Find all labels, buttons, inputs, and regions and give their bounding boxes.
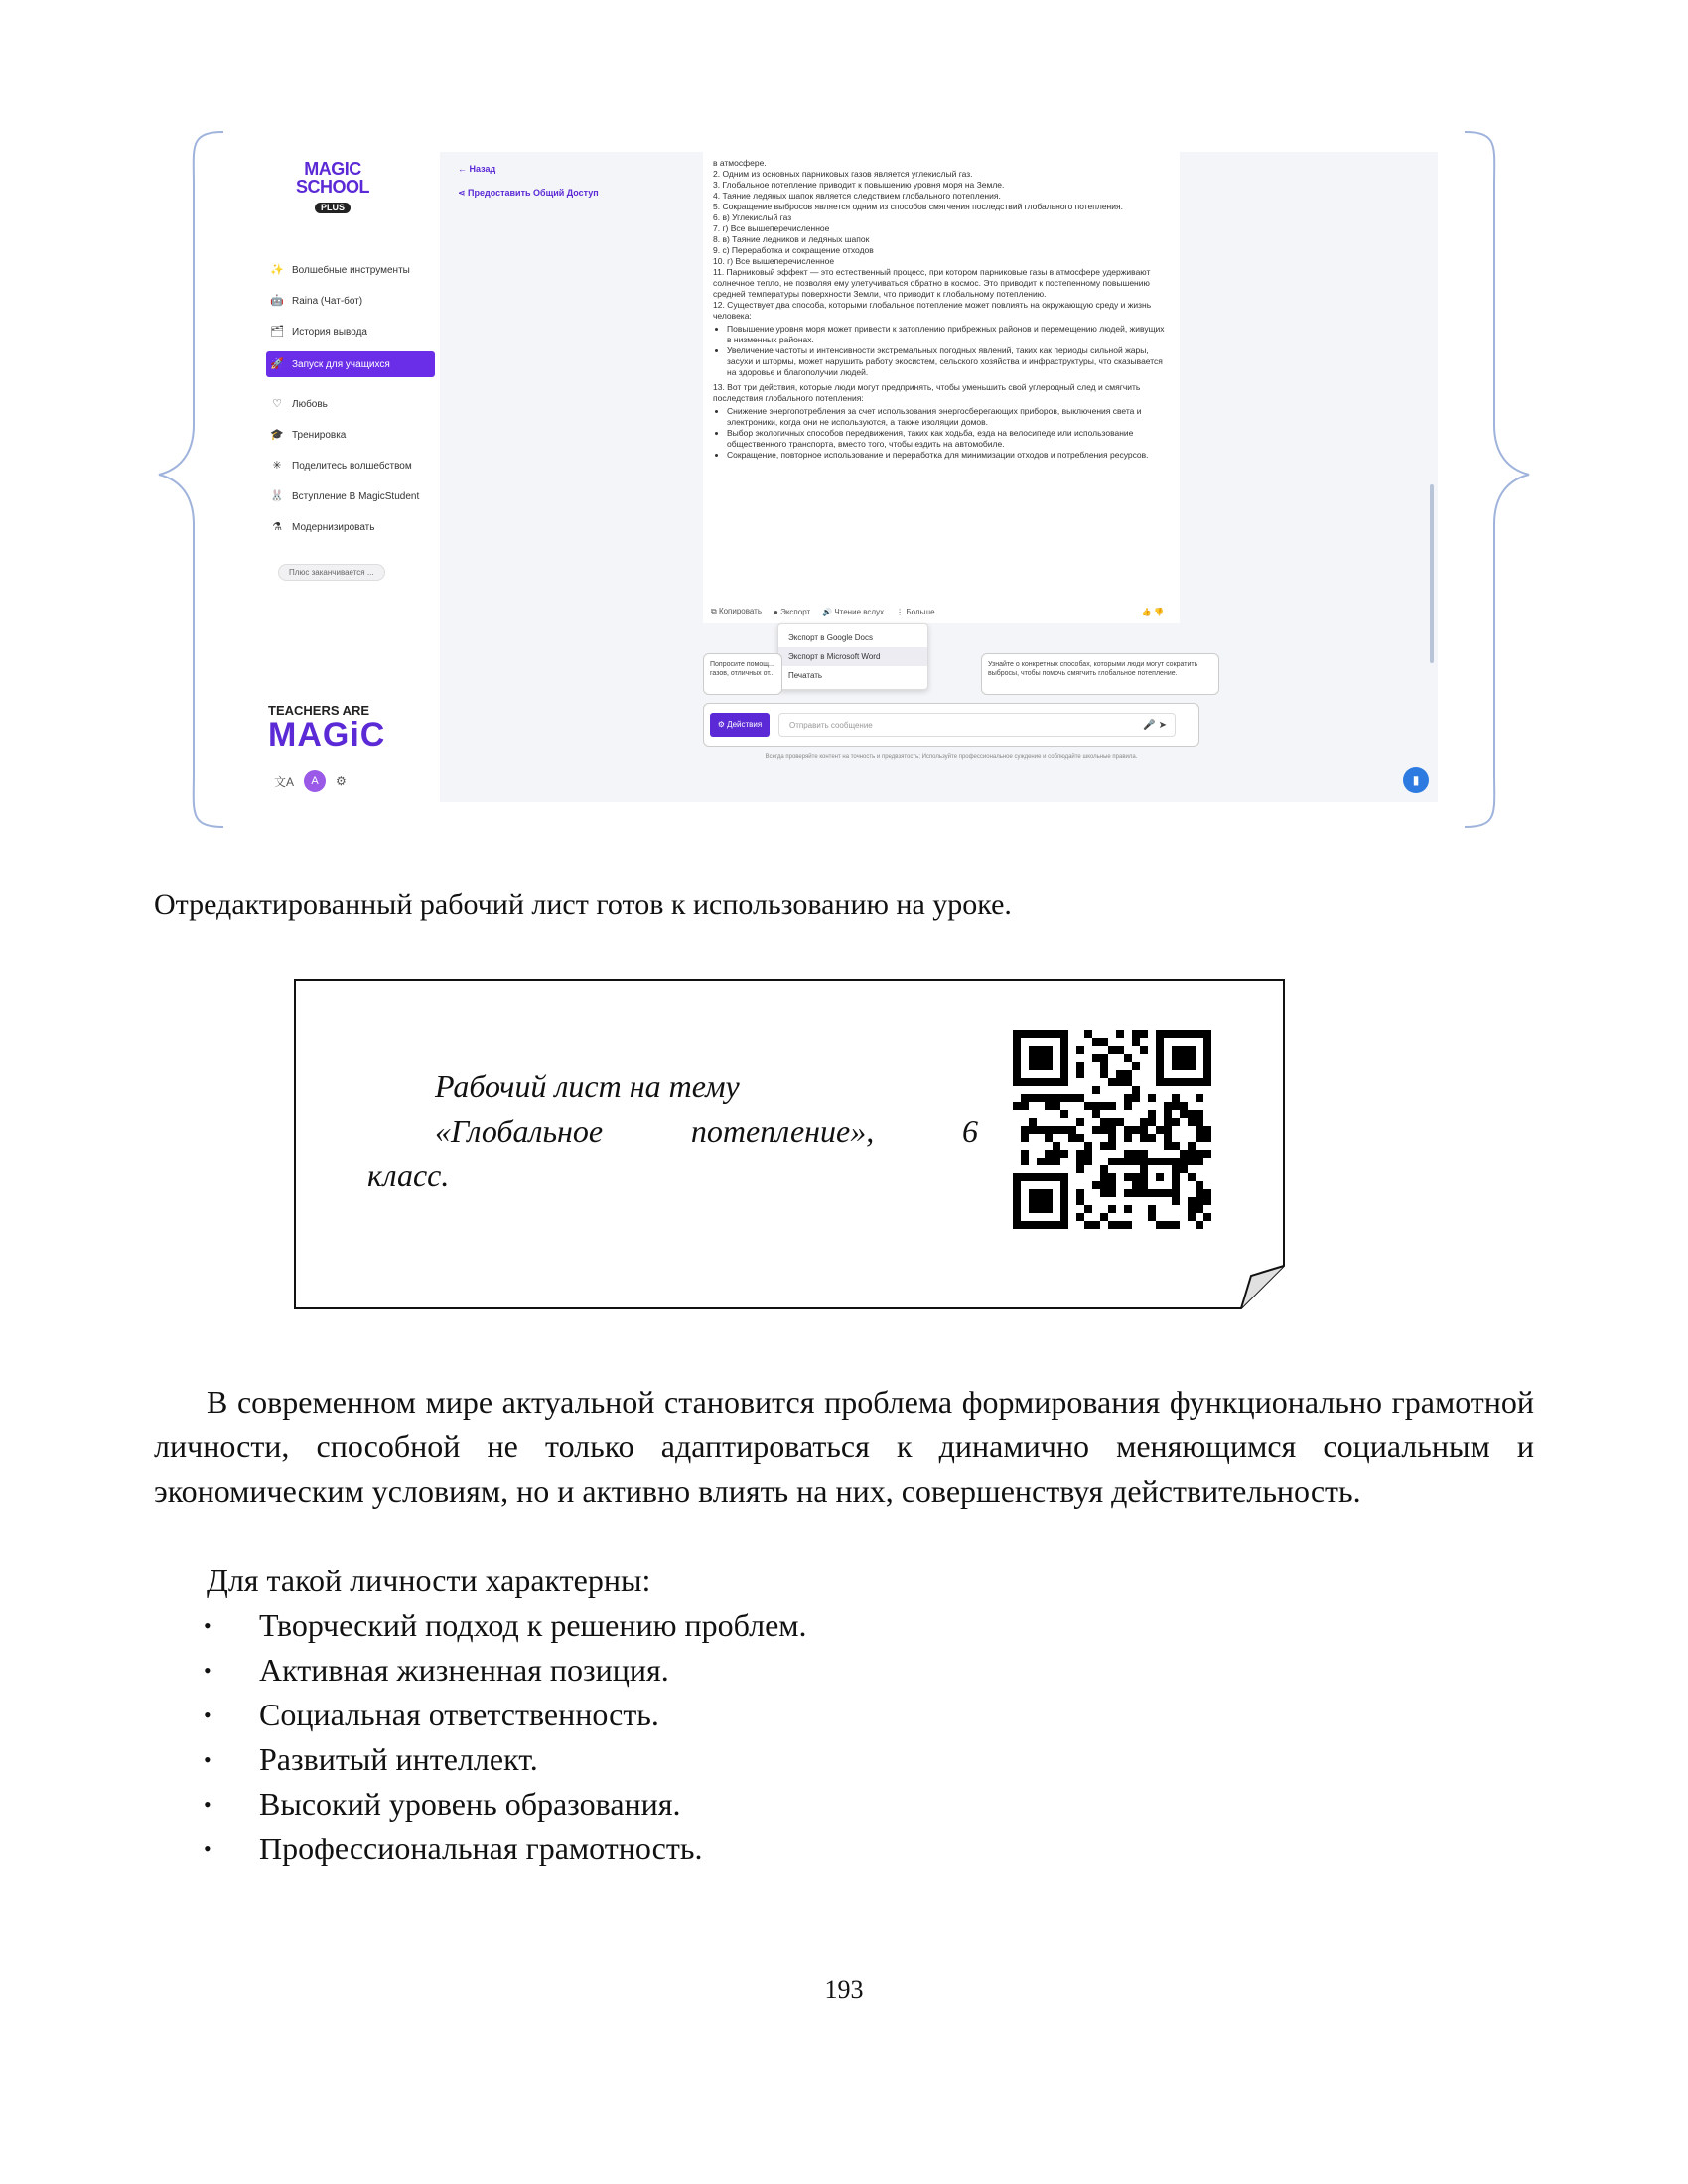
chat-item: 3. Глобальное потепление приводит к повышению уровня моря на Земле. <box>713 180 1005 190</box>
sidebar-item-label: Тренировка <box>292 429 347 441</box>
chat-item: 5. Сокращение выбросов является одним из способов смягчения последствий глобального потепления. <box>713 202 1123 211</box>
chat-bullet: • Увеличение частоты и интенсивности экстремальных погодных явлений, таких как периоды сильной жары, засухи и штормы, может нарушить работу экосистем, сельского хозяйства и инфраструктуры, что сказывается на здоровье и благополучии людей. <box>727 345 1170 378</box>
qr-code-image[interactable] <box>1013 1030 1211 1229</box>
history-icon: 🗂 <box>270 326 284 338</box>
heart-icon: ♡ <box>272 398 282 410</box>
back-link[interactable]: ← Назад <box>458 164 496 174</box>
sidebar <box>256 152 440 802</box>
trait-item <box>154 1782 807 1827</box>
export-menu <box>777 623 928 690</box>
training-icon: 🎓 <box>270 429 284 441</box>
export-word[interactable]: Экспорт в Microsoft Word <box>778 647 927 666</box>
bullet-dot: • <box>204 1747 211 1772</box>
sidebar-item-label: Модернизировать <box>292 521 375 533</box>
trait-text: Творческий подход к решению проблем. <box>259 1607 807 1643</box>
chat-bullets-12 <box>713 324 1170 378</box>
sidebar-nav <box>266 259 435 547</box>
suggestion-card-right[interactable]: Узнайте о конкретных способах, которыми люди могут сократить выбросы, чтобы помочь смягчить глобальное потепление. <box>981 653 1219 695</box>
chat-lead: в атмосфере. <box>713 158 767 168</box>
sidebar-item-label: Поделитесь волшебством <box>292 460 412 472</box>
send-icon[interactable]: 🎤 ➤ <box>1143 720 1167 731</box>
sidebar-item[interactable] <box>266 393 435 415</box>
chat-item: 7. г) Все вышеперечисленное <box>713 223 830 233</box>
wand-icon: ✨ <box>270 264 284 276</box>
trait-item <box>154 1648 807 1693</box>
message-composer <box>703 703 1199 747</box>
print-option[interactable]: Печатать <box>788 671 823 680</box>
chat-item: 10. г) Все вышеперечисленное <box>713 256 835 266</box>
trait-text: Профессиональная грамотность. <box>259 1831 703 1866</box>
plus-ending-pill[interactable]: Плюс заканчивается ... <box>278 564 385 581</box>
bullet-dot: • <box>204 1792 211 1817</box>
chat-item: 12. Существует два способа, которыми глобальное потепление может повлиять на окружающую среду и жизнь человека: <box>713 300 1152 321</box>
share-link[interactable]: ⋖ Предоставить Общий Доступ <box>458 188 599 198</box>
suggestion-card-left[interactable]: Попросите помощ... газов, отличных от... <box>703 653 782 695</box>
export-button[interactable]: ● Экспорт <box>774 607 811 616</box>
teachers-are-magic-logo: TEACHERS ARE MAGiC <box>268 703 386 753</box>
robot-icon: 🤖 <box>270 295 284 307</box>
actions-button[interactable]: ⚙ Действия <box>710 713 770 737</box>
more-button[interactable]: ⋮ Больше <box>896 607 935 616</box>
message-input[interactable]: Отправить сообщение 🎤 ➤ <box>778 713 1176 737</box>
trait-item <box>154 1737 807 1782</box>
chat-bullet: • Снижение энергопотребления за счет использования энергосберегающих приборов, выключения света и электроники, когда они не используются, а также изоляции домов. <box>727 406 1170 428</box>
chat-response <box>703 152 1180 623</box>
sidebar-item-label: Любовь <box>292 398 328 410</box>
main-panel <box>440 152 1438 802</box>
traits-intro: Для такой личности характерны: <box>207 1563 651 1598</box>
chat-item: 6. в) Углекислый газ <box>713 212 792 222</box>
trait-item <box>154 1827 807 1871</box>
screenshot-figure <box>154 127 1534 832</box>
left-brace <box>154 127 223 832</box>
chat-bullets-13 <box>713 406 1170 461</box>
chat-item-13: 13. Вот три действия, которые люди могут предпринять, чтобы уменьшить свой углеродный след и смягчить последствия глобального потепления: <box>713 382 1141 403</box>
trait-text: Высокий уровень образования. <box>259 1786 681 1822</box>
sidebar-item[interactable] <box>266 351 435 377</box>
chat-item: 11. Парниковый эффект — это естественный процесс, при котором парниковые газы в атмосфере удерживают солнечное тепло, не позволяя ему улетучиваться обратно в космос. Это приводит к постепенному повышению средней температуры поверхности Земли, что приводит к глобальному потеплению. <box>713 267 1151 299</box>
sidebar-item[interactable] <box>266 259 435 281</box>
help-chat-icon[interactable]: ▮ <box>1403 767 1429 793</box>
export-google-docs[interactable]: Экспорт в Google Docs <box>788 633 873 642</box>
body-paragraph: В современном мире актуальной становится проблема формирования функционально грамотной личности, способной не только адаптироваться к динамично меняющимся социальным и экономическим условиям, но и активно влиять на них, совершенствуя действительность. <box>154 1384 1534 1509</box>
sidebar-item[interactable] <box>266 455 435 477</box>
sidebar-item-label: Волшебные инструменты <box>292 264 410 276</box>
page-number: 193 <box>824 1976 864 2004</box>
sidebar-item-label: История вывода <box>292 326 367 338</box>
plus-badge: PLUS <box>315 203 351 213</box>
bullet-dot: • <box>204 1658 211 1683</box>
sidebar-item-label: Запуск для учащихся <box>292 358 390 370</box>
bullet-dot: • <box>204 1613 211 1638</box>
bullet-dot: • <box>204 1837 211 1861</box>
share-icon: ⋖ <box>458 188 469 198</box>
trait-text: Развитый интеллект. <box>259 1741 538 1777</box>
trait-text: Активная жизненная позиция. <box>259 1652 669 1688</box>
sidebar-footer <box>274 770 347 792</box>
read-aloud-button[interactable]: 🔊 Чтение вслух <box>822 607 885 616</box>
magic-school-logo[interactable]: MAGIC SCHOOL PLUS <box>295 159 369 212</box>
bullet-dot: • <box>204 1703 211 1727</box>
copy-button[interactable]: ⧉ Копировать <box>711 607 763 615</box>
share-sparkle-icon: ✳ <box>272 460 282 472</box>
response-actions <box>703 607 1180 616</box>
ready-sentence: Отредактированный рабочий лист готов к использованию на уроке. <box>154 888 1012 921</box>
scrollbar[interactable] <box>1430 484 1434 663</box>
chat-bullet: • Сокращение, повторное использование и переработка для минимизации отходов и потребления ресурсов. <box>727 450 1170 461</box>
trait-item <box>154 1603 807 1648</box>
app-window <box>256 152 1438 802</box>
right-brace <box>1465 127 1534 832</box>
sidebar-item-label: Raina (Чат-бот) <box>292 295 363 307</box>
feedback-thumbs-icon[interactable]: 👍 👎 <box>1141 607 1164 616</box>
chat-item: 2. Одним из основных парниковых газов является углекислый газ. <box>713 169 973 179</box>
rocket-icon: 🚀 <box>270 358 284 370</box>
avatar[interactable]: A <box>304 770 326 792</box>
disclaimer: Всегда проверяйте контент на точность и предвзятость; Используйте профессиональное суждение и соблюдайте школьные правила. <box>765 754 1138 760</box>
chat-item: 9. с) Переработка и сокращение отходов <box>713 245 874 255</box>
sidebar-item[interactable] <box>266 424 435 446</box>
chat-bullet: • Выбор экологичных способов передвижения, таких как ходьба, езда на велосипеде или использование общественного транспорта, вместо того, чтобы ездить на автомобиле. <box>727 428 1170 450</box>
sidebar-item-label: Вступление В MagicStudent <box>292 490 420 502</box>
bunny-icon: 🐰 <box>270 490 284 502</box>
chat-item: 8. в) Таяние ледников и ледяных шапок <box>713 234 870 244</box>
chat-items <box>713 169 1170 322</box>
traits-list <box>154 1603 807 1871</box>
translate-icon[interactable]: 文A <box>274 774 295 789</box>
worksheet-card-text: Рабочий лист на тему «Глобальное потепление», 6 класс. <box>367 1068 978 1193</box>
sidebar-item[interactable] <box>266 516 435 538</box>
sidebar-item[interactable] <box>266 321 435 342</box>
chat-item: 4. Таяние ледяных шапок является следствием глобального потепления. <box>713 191 1001 201</box>
trait-item <box>154 1693 807 1737</box>
potion-icon: ⚗ <box>272 521 282 533</box>
sidebar-item[interactable] <box>266 290 435 312</box>
sidebar-item[interactable] <box>266 485 435 507</box>
trait-text: Социальная ответственность. <box>259 1697 659 1732</box>
settings-gear-icon[interactable]: ⚙ <box>336 774 347 788</box>
chat-bullet: • Повышение уровня моря может привести к затоплению прибрежных районов и перемещению людей, живущих в низменных районах. <box>727 324 1170 345</box>
